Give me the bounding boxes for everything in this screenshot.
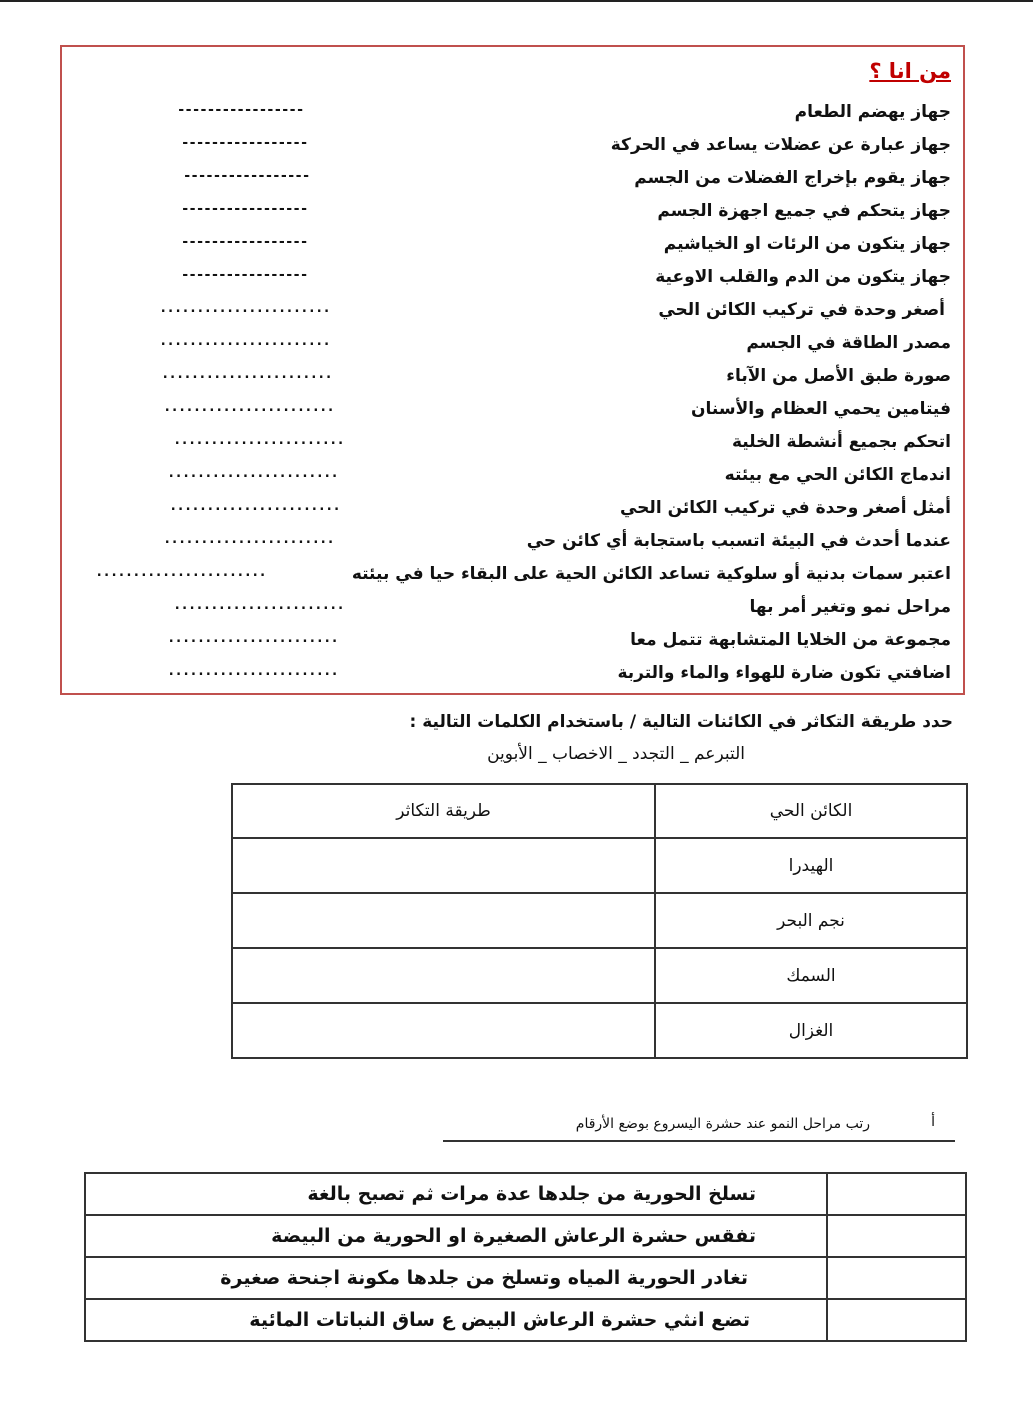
- clue-row: [71, 295, 951, 325]
- table-row: [85, 1215, 966, 1257]
- answer-blank[interactable]: -----------------: [177, 102, 304, 118]
- stage-text: تضع انثي حشرة الرعاش البيض ع ساق النباتات المائية: [85, 1299, 827, 1341]
- header-organism: الكائن الحي: [655, 784, 967, 838]
- organism-cell: السمك: [655, 948, 967, 1003]
- organism-cell: الغزال: [655, 1003, 967, 1058]
- clue-row: [71, 526, 951, 556]
- clue-row: [71, 130, 951, 160]
- clue-row: [71, 361, 951, 391]
- clue-row: [71, 262, 951, 292]
- clue-text: جهاز يتكون من الدم والقلب الاوعية: [655, 267, 951, 287]
- clue-row: [71, 460, 951, 490]
- organism-cell: الهيدرا: [655, 838, 967, 893]
- answer-blank[interactable]: .......................: [167, 465, 338, 481]
- reproduction-instruction: حدد طريقة التكاثر في الكائنات التالية / باستخدام الكلمات التالية :: [409, 712, 953, 732]
- method-answer-cell[interactable]: [232, 838, 655, 893]
- clue-row: [71, 394, 951, 424]
- clue-row: [71, 229, 951, 259]
- clue-row: [71, 97, 951, 127]
- clue-row: [71, 196, 951, 226]
- clue-row: [71, 559, 951, 589]
- clue-text: اتحكم بجميع أنشطة الخلية: [731, 432, 951, 452]
- clue-text: مجموعة من الخلايا المتشابهة تتمل معا: [630, 630, 951, 650]
- clue-text: أمثل أصغر وحدة في تركيب الكائن الحي: [619, 498, 951, 518]
- clue-row: [71, 658, 951, 688]
- clue-text: أصغر وحدة في تركيب الكائن الحي: [658, 300, 945, 320]
- answer-blank[interactable]: .......................: [159, 333, 330, 349]
- organism-cell: نجم البحر: [655, 893, 967, 948]
- answer-blank[interactable]: .......................: [173, 597, 344, 613]
- answer-blank[interactable]: .......................: [163, 399, 334, 415]
- table-header-row: [232, 784, 967, 838]
- clue-row: [71, 493, 951, 523]
- table-row: [232, 893, 967, 948]
- clue-text: اعتبر سمات بدنية أو سلوكية تساعد الكائن الحية على البقاء حيا في بيئته: [351, 564, 951, 584]
- answer-blank[interactable]: -----------------: [181, 267, 308, 283]
- clue-row: [71, 328, 951, 358]
- clue-text: جهاز عبارة عن عضلات يساعد في الحركة: [610, 135, 951, 155]
- stage-text: تسلخ الحورية من جلدها عدة مرات ثم تصبح بالغة: [85, 1173, 827, 1215]
- answer-blank[interactable]: .......................: [161, 366, 332, 382]
- answer-blank[interactable]: .......................: [163, 531, 334, 547]
- stages-table: [84, 1172, 967, 1342]
- answer-blank[interactable]: .......................: [169, 498, 340, 514]
- answer-blank[interactable]: .......................: [95, 564, 266, 580]
- stage-number-cell[interactable]: [827, 1215, 966, 1257]
- clue-row: [71, 163, 951, 193]
- answer-blank[interactable]: .......................: [167, 630, 338, 646]
- answer-blank[interactable]: -----------------: [183, 168, 310, 184]
- clue-text: صورة طبق الأصل من الآباء: [726, 366, 951, 386]
- answer-blank[interactable]: -----------------: [181, 201, 308, 217]
- clue-text: مصدر الطاقة في الجسم: [746, 333, 951, 353]
- clue-text: اندماج الكائن الحي مع بيئته: [724, 465, 951, 485]
- table-row: [85, 1173, 966, 1215]
- reproduction-table: [231, 783, 968, 1059]
- clue-text: جهاز يتحكم في جميع اجهزة الجسم: [657, 201, 951, 221]
- stages-instruction-text: رتب مراحل النمو عند حشرة اليسروع بوضع الأرقام: [575, 1116, 870, 1132]
- answer-blank[interactable]: -----------------: [181, 234, 308, 250]
- clue-text: جهاز يتكون من الرئات او الخياشيم: [663, 234, 951, 254]
- clue-text: عندما أحدث في البيئة اتسبب باستجابة أي كائن حي: [526, 531, 951, 551]
- method-answer-cell[interactable]: [232, 948, 655, 1003]
- stage-number-cell[interactable]: [827, 1257, 966, 1299]
- clue-row: [71, 592, 951, 622]
- table-row: [85, 1257, 966, 1299]
- stage-text: تغادر الحورية المياه وتسلخ من جلدها مكونة اجنحة صغيرة: [85, 1257, 827, 1299]
- reproduction-word-bank: التبرعم _ التجدد _ الاخصاب _ الأبوين: [487, 744, 745, 764]
- who-am-i-title: من انا ؟: [869, 59, 951, 83]
- answer-blank[interactable]: .......................: [159, 300, 330, 316]
- stage-text: تفقس حشرة الرعاش الصغيرة او الحورية من البيضة: [85, 1215, 827, 1257]
- clue-text: مراحل نمو وتغير أمر بها: [749, 597, 951, 617]
- method-answer-cell[interactable]: [232, 893, 655, 948]
- table-row: [232, 838, 967, 893]
- stage-number-cell[interactable]: [827, 1299, 966, 1341]
- table-row: [232, 948, 967, 1003]
- clue-row: [71, 625, 951, 655]
- answer-blank[interactable]: .......................: [173, 432, 344, 448]
- top-rule: [0, 0, 1033, 2]
- header-method: طريقة التكاثر: [232, 784, 655, 838]
- table-row: [85, 1299, 966, 1341]
- answer-blank[interactable]: -----------------: [181, 135, 308, 151]
- stage-number-cell[interactable]: [827, 1173, 966, 1215]
- who-am-i-box: [60, 45, 965, 695]
- clue-text: فيتامين يحمي العظام والأسنان: [691, 399, 951, 419]
- question-letter: أ: [931, 1114, 935, 1130]
- answer-blank[interactable]: .......................: [167, 663, 338, 679]
- clue-row: [71, 427, 951, 457]
- table-row: [232, 1003, 967, 1058]
- clue-text: جهاز يقوم بإخراج الفضلات من الجسم: [634, 168, 951, 188]
- clue-text: اضافتي تكون ضارة للهواء والماء والتربة: [617, 663, 951, 683]
- stages-instruction: [443, 1112, 955, 1142]
- clue-text: جهاز يهضم الطعام: [794, 102, 951, 122]
- method-answer-cell[interactable]: [232, 1003, 655, 1058]
